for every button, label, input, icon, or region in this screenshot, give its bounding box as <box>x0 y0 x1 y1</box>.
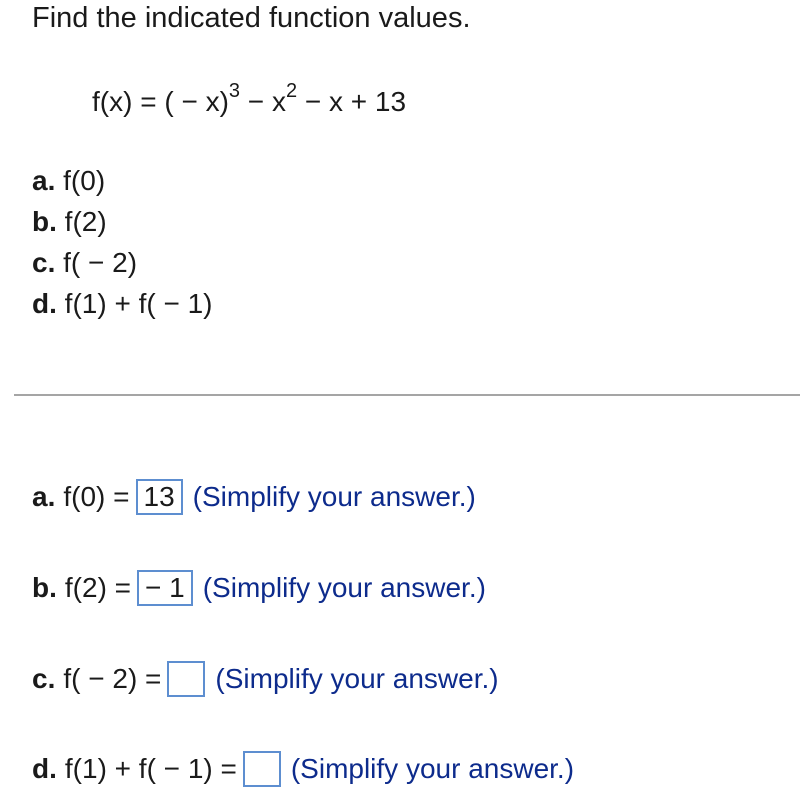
question-prompt: Find the indicated function values. <box>32 2 471 34</box>
part-a <box>32 160 213 201</box>
section-divider <box>14 394 800 396</box>
answer-letter: c. <box>32 663 56 694</box>
answer-expression: f( − 2) = <box>63 663 162 694</box>
answer-input-b[interactable]: − 1 <box>137 570 193 606</box>
answer-row-c <box>32 659 499 699</box>
answer-expression: f(1) + f( − 1) = <box>64 753 237 784</box>
answer-letter: b. <box>32 572 57 603</box>
formula-rhs: − x + 13 <box>297 86 407 117</box>
answer-row-a <box>32 477 476 517</box>
simplify-hint: (Simplify your answer.) <box>192 481 476 512</box>
part-b <box>32 201 213 242</box>
part-letter: a. <box>32 165 56 196</box>
answer-input-a[interactable]: 13 <box>136 479 183 515</box>
part-expression: f( − 2) <box>63 247 138 278</box>
simplify-hint: (Simplify your answer.) <box>202 572 486 603</box>
answer-expression: f(2) = <box>64 572 132 603</box>
function-formula <box>92 79 407 122</box>
answer-input-d[interactable] <box>243 751 281 787</box>
answer-expression: f(0) = <box>63 481 130 512</box>
part-expression: f(1) + f( − 1) <box>64 288 213 319</box>
answer-row-d <box>32 749 574 789</box>
simplify-hint: (Simplify your answer.) <box>215 663 499 694</box>
simplify-hint: (Simplify your answer.) <box>290 753 575 784</box>
answer-letter: d. <box>32 753 57 784</box>
answer-input-c[interactable] <box>167 661 205 697</box>
answer-row-b <box>32 568 486 608</box>
part-letter: c. <box>32 247 56 278</box>
formula-mid: − x <box>240 86 286 117</box>
part-expression: f(2) <box>64 206 107 237</box>
part-c <box>32 242 213 283</box>
formula-exponent-squared: 2 <box>285 79 298 102</box>
part-letter: d. <box>32 288 57 319</box>
formula-lhs: f(x) = ( − x) <box>92 86 229 117</box>
part-d <box>32 283 213 324</box>
formula-exponent-cubed: 3 <box>228 79 241 102</box>
part-expression: f(0) <box>63 165 106 196</box>
question-parts-list <box>32 160 213 324</box>
part-letter: b. <box>32 206 57 237</box>
answer-letter: a. <box>32 481 56 512</box>
